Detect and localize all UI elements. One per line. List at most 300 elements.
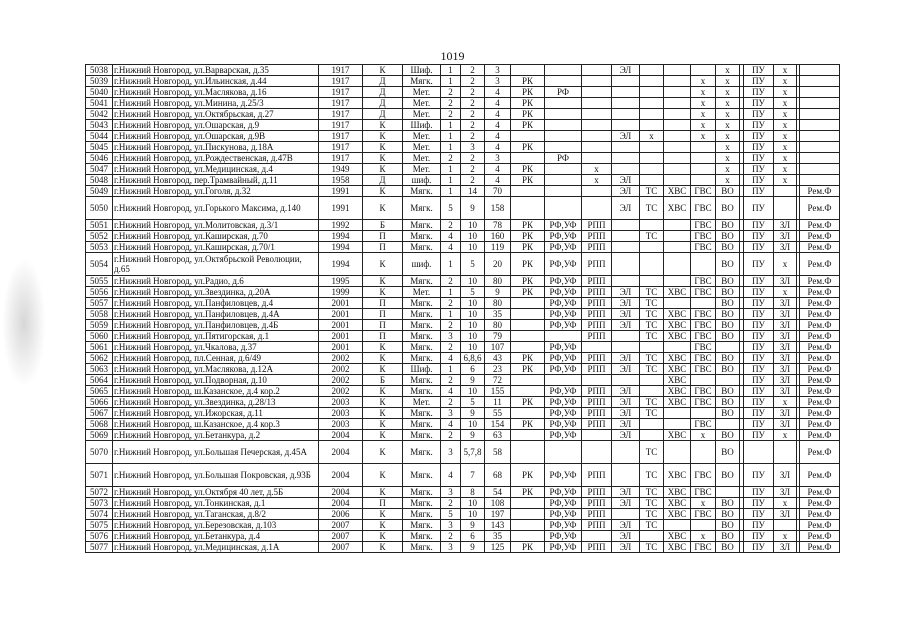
table-cell: Рем.Ф <box>800 542 840 553</box>
table-cell: ПУ <box>744 408 774 419</box>
table-cell: 1 <box>441 253 461 276</box>
table-cell <box>716 419 740 430</box>
table-cell: 10 <box>461 309 485 320</box>
table-cell: 2 <box>441 320 461 331</box>
table-cell: 1949 <box>319 164 363 175</box>
table-cell: К <box>363 364 403 375</box>
table-cell: Рем.Ф <box>800 186 840 197</box>
table-cell: ЭЛ <box>612 131 640 142</box>
table-cell: ХВС <box>664 186 691 197</box>
table-cell: Мет. <box>403 287 441 298</box>
table-cell <box>545 131 582 142</box>
table-row <box>86 164 840 175</box>
table-cell: 2 <box>441 87 461 98</box>
table-cell: К <box>363 441 403 464</box>
table-cell: П <box>363 231 403 242</box>
table-cell: х <box>691 131 716 142</box>
table-cell <box>640 430 664 441</box>
housing-registry-table <box>85 64 840 553</box>
table-cell: Рем.Ф <box>800 309 840 320</box>
table-cell <box>664 120 691 131</box>
table-cell: 3 <box>441 487 461 498</box>
table-cell: х <box>774 430 797 441</box>
table-cell: Рем.Ф <box>800 220 840 231</box>
table-cell: Мягк. <box>403 331 441 342</box>
table-cell: ТС <box>640 397 664 408</box>
table-cell: Рем.Ф <box>800 509 840 520</box>
table-cell <box>664 87 691 98</box>
table-cell: ТС <box>640 353 664 364</box>
table-cell <box>612 375 640 386</box>
table-cell: ТС <box>640 441 664 464</box>
table-cell: х <box>716 87 740 98</box>
table-cell: 1 <box>441 120 461 131</box>
table-cell: 9 <box>461 430 485 441</box>
table-cell: 1 <box>441 142 461 153</box>
table-cell: 6 <box>461 531 485 542</box>
table-cell <box>640 386 664 397</box>
table-cell <box>800 98 840 109</box>
table-cell: 9 <box>461 520 485 531</box>
address-cell: г.Нижний Новгород, ул.Чкалова, д.37 <box>113 342 319 353</box>
table-cell: 10 <box>461 342 485 353</box>
table-cell: ГВС <box>691 231 716 242</box>
address-cell: г.Нижний Новгород, ул.Октябрьской Революции, д.65 <box>113 253 319 276</box>
row-number-cell: 5038 <box>86 65 113 76</box>
table-cell: ЗЛ <box>774 509 797 520</box>
row-number-cell: 5061 <box>86 342 113 353</box>
table-cell: РПП <box>582 309 612 320</box>
table-cell: шиф. <box>403 253 441 276</box>
table-cell: х <box>691 76 716 87</box>
table-cell: РПП <box>582 520 612 531</box>
table-cell <box>545 98 582 109</box>
table-cell: ГВС <box>691 397 716 408</box>
table-row <box>86 531 840 542</box>
row-number-cell: 5049 <box>86 186 113 197</box>
table-cell: К <box>363 153 403 164</box>
table-cell: РФ,УФ <box>545 408 582 419</box>
table-cell: х <box>716 65 740 76</box>
table-cell <box>511 441 545 464</box>
address-cell: г.Нижний Новгород, ул.Радио, д.6 <box>113 276 319 287</box>
table-cell: РК <box>511 220 545 231</box>
table-cell: 10 <box>461 220 485 231</box>
row-number-cell: 5069 <box>86 430 113 441</box>
table-cell <box>800 175 840 186</box>
table-cell: ЭЛ <box>612 197 640 220</box>
table-cell <box>691 65 716 76</box>
table-cell: 154 <box>485 419 511 430</box>
table-cell: К <box>363 253 403 276</box>
table-cell <box>511 531 545 542</box>
table-cell: 158 <box>485 197 511 220</box>
table-cell: ЭЛ <box>612 353 640 364</box>
table-cell: ЭЛ <box>612 531 640 542</box>
address-cell: г.Нижний Новгород, ул.Панфиловцев, д.4А <box>113 309 319 320</box>
table-row <box>86 109 840 120</box>
address-cell: г.Нижний Новгород, ул.Пятигорская, д.1 <box>113 331 319 342</box>
table-cell: Д <box>363 76 403 87</box>
table-cell: РФ,УФ <box>545 430 582 441</box>
row-number-cell: 5074 <box>86 509 113 520</box>
table-cell <box>640 109 664 120</box>
table-cell <box>691 298 716 309</box>
row-number-cell: 5040 <box>86 87 113 98</box>
address-cell: г.Нижний Новгород, ш.Казанское, д.4 кор.2 <box>113 386 319 397</box>
table-row <box>86 65 840 76</box>
table-cell: х <box>716 109 740 120</box>
table-cell: ГВС <box>691 419 716 430</box>
table-cell <box>612 342 640 353</box>
address-cell: г.Нижний Новгород, ул.Медицинская, д.4 <box>113 164 319 175</box>
table-cell: Мягк. <box>403 464 441 487</box>
table-cell: х <box>774 120 797 131</box>
table-cell: 4 <box>441 386 461 397</box>
table-cell: РФ,УФ <box>545 464 582 487</box>
table-cell: РПП <box>582 253 612 276</box>
table-cell <box>545 120 582 131</box>
table-cell: ПУ <box>744 331 774 342</box>
table-cell: 1 <box>441 175 461 186</box>
table-cell: ТС <box>640 309 664 320</box>
table-cell: ПУ <box>744 164 774 175</box>
address-cell: г.Нижний Новгород, пер.Трамвайный, д.11 <box>113 175 319 186</box>
table-cell: РФ,УФ <box>545 542 582 553</box>
table-cell <box>640 142 664 153</box>
table-cell: ХВС <box>664 397 691 408</box>
table-cell <box>664 408 691 419</box>
table-cell <box>511 131 545 142</box>
table-cell: РПП <box>582 487 612 498</box>
table-cell: РК <box>511 464 545 487</box>
table-cell: РК <box>511 98 545 109</box>
table-cell: РФ,УФ <box>545 298 582 309</box>
table-cell: х <box>774 498 797 509</box>
address-cell: г.Нижний Новгород, ул.Медицинская, д.1А <box>113 542 319 553</box>
table-cell: 2007 <box>319 520 363 531</box>
row-number-cell: 5044 <box>86 131 113 142</box>
table-cell: 1999 <box>319 287 363 298</box>
table-cell: Мягк. <box>403 298 441 309</box>
row-number-cell: 5062 <box>86 353 113 364</box>
table-cell: ГВС <box>691 509 716 520</box>
address-cell: г.Нижний Новгород, ул.Бетанкура, д.4 <box>113 531 319 542</box>
table-cell: РФ,УФ <box>545 487 582 498</box>
table-cell <box>545 164 582 175</box>
table-cell: 2 <box>441 397 461 408</box>
table-row <box>86 320 840 331</box>
table-cell <box>664 231 691 242</box>
table-cell: 1991 <box>319 197 363 220</box>
table-cell: РК <box>511 542 545 553</box>
table-cell: 2001 <box>319 298 363 309</box>
table-cell: РФ,УФ <box>545 287 582 298</box>
table-cell: РПП <box>582 242 612 253</box>
table-cell <box>582 120 612 131</box>
table-cell: ВО <box>716 331 740 342</box>
table-cell <box>640 164 664 175</box>
table-cell: ПУ <box>744 430 774 441</box>
table-cell <box>511 375 545 386</box>
table-cell: Мет. <box>403 98 441 109</box>
table-cell: Мет. <box>403 109 441 120</box>
address-cell: г.Нижний Новгород, ул.Подворная, д.10 <box>113 375 319 386</box>
row-number-cell: 5052 <box>86 231 113 242</box>
table-cell: 5 <box>441 509 461 520</box>
table-cell: х <box>582 175 612 186</box>
table-cell <box>664 142 691 153</box>
table-cell: Рем.Ф <box>800 408 840 419</box>
table-row <box>86 375 840 386</box>
table-cell: К <box>363 287 403 298</box>
table-cell: ГВС <box>691 287 716 298</box>
table-cell: ХВС <box>664 509 691 520</box>
table-cell: 78 <box>485 220 511 231</box>
row-number-cell: 5058 <box>86 309 113 320</box>
row-number-cell: 5057 <box>86 298 113 309</box>
table-cell <box>582 441 612 464</box>
table-cell: РФ,УФ <box>545 231 582 242</box>
table-cell: Рем.Ф <box>800 464 840 487</box>
table-cell: ПУ <box>744 542 774 553</box>
table-cell: ЗЛ <box>774 375 797 386</box>
table-cell: 9 <box>485 287 511 298</box>
table-cell <box>582 131 612 142</box>
table-cell <box>664 164 691 175</box>
table-cell: РК <box>511 120 545 131</box>
table-cell: РФ,УФ <box>545 531 582 542</box>
table-cell: Рем.Ф <box>800 498 840 509</box>
table-cell <box>774 441 797 464</box>
table-cell: ГВС <box>691 386 716 397</box>
table-cell: К <box>363 276 403 287</box>
table-cell: К <box>363 386 403 397</box>
table-cell: Мягк. <box>403 542 441 553</box>
table-cell <box>582 76 612 87</box>
table-cell: 1995 <box>319 276 363 287</box>
table-cell: ВО <box>716 253 740 276</box>
table-cell: ГВС <box>691 320 716 331</box>
table-cell: ТС <box>640 464 664 487</box>
table-cell: РФ,УФ <box>545 520 582 531</box>
table-cell <box>716 342 740 353</box>
table-cell: 2003 <box>319 397 363 408</box>
table-cell: РФ,УФ <box>545 342 582 353</box>
table-cell: 6,8,6 <box>461 353 485 364</box>
table-cell: 2002 <box>319 386 363 397</box>
table-cell: ПУ <box>744 131 774 142</box>
table-cell: 4 <box>485 175 511 186</box>
table-cell <box>612 98 640 109</box>
address-cell: г.Нижний Новгород, ул.Бетанкура, д.2 <box>113 430 319 441</box>
table-cell <box>640 153 664 164</box>
table-cell: ГВС <box>691 331 716 342</box>
table-cell <box>800 76 840 87</box>
table-cell: 2002 <box>319 375 363 386</box>
table-cell <box>800 153 840 164</box>
table-row <box>86 397 840 408</box>
address-cell: г.Нижний Новгород, ул.Горького Максима, д.140 <box>113 197 319 220</box>
table-row <box>86 287 840 298</box>
address-cell: г.Нижний Новгород, ул.Большая Покровская, д.93Б <box>113 464 319 487</box>
table-row <box>86 364 840 375</box>
table-cell <box>800 120 840 131</box>
address-cell: г.Нижний Новгород, ул.Каширская, д.70/1 <box>113 242 319 253</box>
table-cell <box>664 419 691 430</box>
table-cell: ХВС <box>664 430 691 441</box>
table-cell: РФ,УФ <box>545 397 582 408</box>
table-cell: 2002 <box>319 353 363 364</box>
table-cell: РПП <box>582 397 612 408</box>
table-cell: ПУ <box>744 87 774 98</box>
table-cell: К <box>363 131 403 142</box>
table-row <box>86 175 840 186</box>
table-row <box>86 520 840 531</box>
table-cell: РПП <box>582 320 612 331</box>
table-row <box>86 253 840 276</box>
table-cell: Мягк. <box>403 320 441 331</box>
table-cell: Рем.Ф <box>800 419 840 430</box>
table-cell: 3 <box>485 153 511 164</box>
table-cell <box>691 153 716 164</box>
table-cell: 4 <box>441 231 461 242</box>
table-cell: Д <box>363 87 403 98</box>
table-cell <box>800 142 840 153</box>
table-cell <box>612 87 640 98</box>
table-cell: Мягк. <box>403 231 441 242</box>
table-cell: РПП <box>582 331 612 342</box>
table-cell: 80 <box>485 298 511 309</box>
table-cell: ВО <box>716 186 740 197</box>
page-number: 1019 <box>440 49 465 63</box>
table-cell: Мягк. <box>403 509 441 520</box>
table-cell: х <box>691 531 716 542</box>
table-row <box>86 309 840 320</box>
table-cell: РФ,УФ <box>545 320 582 331</box>
table-cell <box>545 197 582 220</box>
table-row <box>86 353 840 364</box>
row-number-cell: 5055 <box>86 276 113 287</box>
table-cell: РПП <box>582 419 612 430</box>
table-cell <box>640 76 664 87</box>
table-cell: Рем.Ф <box>800 430 840 441</box>
table-cell <box>664 76 691 87</box>
table-cell: РПП <box>582 464 612 487</box>
table-cell <box>612 253 640 276</box>
table-cell <box>640 419 664 430</box>
table-cell: К <box>363 464 403 487</box>
table-cell <box>774 520 797 531</box>
table-cell: ХВС <box>664 364 691 375</box>
table-cell <box>664 109 691 120</box>
table-cell: 4 <box>485 142 511 153</box>
table-cell: 2 <box>441 98 461 109</box>
row-number-cell: 5047 <box>86 164 113 175</box>
table-cell: ПУ <box>744 220 774 231</box>
row-number-cell: 5071 <box>86 464 113 487</box>
table-cell: х <box>774 109 797 120</box>
table-cell: ЭЛ <box>612 408 640 419</box>
table-cell: К <box>363 142 403 153</box>
table-cell: П <box>363 320 403 331</box>
table-cell <box>664 131 691 142</box>
table-cell: ВО <box>716 220 740 231</box>
table-cell: Рем.Ф <box>800 231 840 242</box>
table-cell: ВО <box>716 242 740 253</box>
table-cell: 55 <box>485 408 511 419</box>
table-cell: х <box>774 87 797 98</box>
table-cell: 9 <box>461 197 485 220</box>
table-row <box>86 430 840 441</box>
address-cell: г.Нижний Новгород, ул.Панфиловцев, д.4Б <box>113 320 319 331</box>
table-cell: РФ,УФ <box>545 242 582 253</box>
table-cell: Мягк. <box>403 430 441 441</box>
table-cell <box>691 375 716 386</box>
table-cell: РФ,УФ <box>545 253 582 276</box>
table-row <box>86 441 840 464</box>
table-cell: РПП <box>582 276 612 287</box>
row-number-cell: 5065 <box>86 386 113 397</box>
table-cell: 4 <box>441 353 461 364</box>
table-cell: РФ,УФ <box>545 498 582 509</box>
table-cell <box>582 430 612 441</box>
table-cell: ПУ <box>744 109 774 120</box>
table-cell: Рем.Ф <box>800 487 840 498</box>
table-cell: Б <box>363 220 403 231</box>
table-cell: РФ,УФ <box>545 419 582 430</box>
table-cell: ПУ <box>744 98 774 109</box>
table-cell: 2 <box>441 531 461 542</box>
table-cell: х <box>691 109 716 120</box>
row-number-cell: 5048 <box>86 175 113 186</box>
table-cell: РФ,УФ <box>545 386 582 397</box>
table-cell <box>664 153 691 164</box>
table-cell: ВО <box>716 430 740 441</box>
table-cell: ЭЛ <box>612 430 640 441</box>
table-cell <box>582 531 612 542</box>
address-cell: г.Нижний Новгород, ул.Октября 40 лет, д.5Б <box>113 487 319 498</box>
table-cell: 107 <box>485 342 511 353</box>
table-cell: 58 <box>485 441 511 464</box>
table-cell: ПУ <box>744 65 774 76</box>
table-cell: х <box>691 98 716 109</box>
table-cell: РПП <box>582 220 612 231</box>
table-cell <box>582 109 612 120</box>
registry-body <box>86 65 840 553</box>
table-cell <box>582 153 612 164</box>
table-cell: 1 <box>441 76 461 87</box>
table-cell: ПУ <box>744 375 774 386</box>
row-number-cell: 5068 <box>86 419 113 430</box>
table-cell <box>582 65 612 76</box>
table-cell: ПУ <box>744 320 774 331</box>
table-cell: К <box>363 520 403 531</box>
table-cell <box>800 65 840 76</box>
table-cell: х <box>774 76 797 87</box>
table-cell: ЗЛ <box>774 309 797 320</box>
table-cell <box>545 331 582 342</box>
table-cell: ВО <box>716 542 740 553</box>
table-row <box>86 487 840 498</box>
table-row <box>86 197 840 220</box>
table-cell <box>664 342 691 353</box>
table-cell <box>612 464 640 487</box>
table-cell <box>691 142 716 153</box>
table-cell: ПУ <box>744 153 774 164</box>
table-cell: 4 <box>441 464 461 487</box>
table-cell <box>612 231 640 242</box>
